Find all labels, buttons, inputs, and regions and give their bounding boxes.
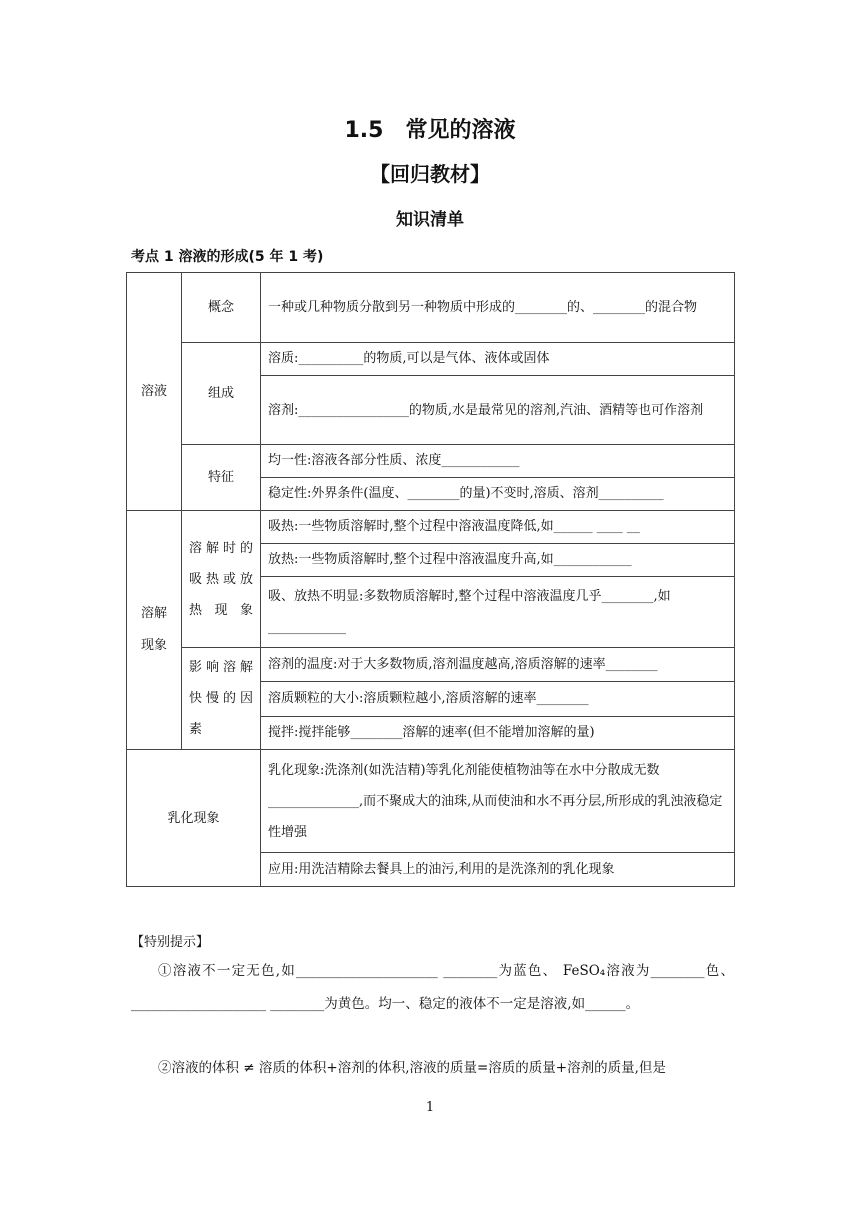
cell-solute: 溶质:__________的物质,可以是气体、液体或固体 <box>261 343 735 376</box>
hint-paragraph-2: ②溶液的体积 ≠ 溶质的体积+溶剂的体积,溶液的质量=溶质的质量+溶剂的质量,但是 <box>158 1060 666 1076</box>
cell-application: 应用:用洗洁精除去餐具上的油污,利用的是洗涤剂的乳化现象 <box>261 853 735 887</box>
cell-concept: 一种或几种物质分散到另一种物质中形成的________的、________的混合物 <box>261 273 735 343</box>
row-header-emulsify: 乳化现象 <box>127 750 261 887</box>
cell-particle-size: 溶质颗粒的大小:溶质颗粒越小,溶质溶解的速率________ <box>261 682 735 716</box>
cell-absorb: 吸热:一些物质溶解时,整个过程中溶液温度降低,如______ ____ __ <box>261 511 735 544</box>
knowledge-table <box>126 272 735 887</box>
label-composition: 组成 <box>182 343 261 445</box>
cell-emulsify: 乳化现象:洗涤剂(如洗洁精)等乳化剂能使植物油等在水中分散成无数______________,而不聚成大的油珠,从而使油和水不再分层,所形成的乳浊液稳定性增强 <box>261 750 735 853</box>
special-hint-heading: 【特别提示】 <box>131 935 210 950</box>
page-number: 1 <box>425 1100 435 1115</box>
cell-uniform: 均一性:溶液各部分性质、浓度____________ <box>261 445 735 478</box>
page-title: 1.5 常见的溶液 <box>344 118 516 143</box>
label-concept: 概念 <box>182 273 261 343</box>
label-heat-phenomenon: 溶解时的吸热或放热现象 <box>182 511 261 648</box>
exam-point-heading: 考点 1 溶液的形成(5 年 1 考) <box>131 249 324 265</box>
hint-paragraph-1: ①溶液不一定无色,如_____________________ ________为蓝色、 FeSO₄溶液为________色、____________________ ________为黄色。均一、稳定的液体不一定是溶液,如______。 <box>131 963 734 1012</box>
cell-stable: 稳定性:外界条件(温度、________的量)不变时,溶质、溶剂__________ <box>261 478 735 511</box>
cell-stirring: 搅拌:搅拌能够________溶解的速率(但不能增加溶解的量) <box>261 716 735 749</box>
cell-release: 放热:一些物质溶解时,整个过程中溶液温度升高,如____________ <box>261 544 735 577</box>
row-header-solution: 溶液 <box>127 273 182 511</box>
dissolution-label: 溶解现象 <box>140 606 167 653</box>
cell-neutral: 吸、放热不明显:多数物质溶解时,整个过程中溶液温度几乎________,如____________ <box>261 577 735 648</box>
section-heading: 【回归教材】 <box>370 162 490 186</box>
cell-temperature: 溶剂的温度:对于大多数物质,溶剂温度越高,溶质溶解的速率________ <box>261 648 735 682</box>
label-factors: 影响溶解快慢的因素 <box>182 648 261 750</box>
row-header-dissolution <box>127 511 182 750</box>
label-feature: 特征 <box>182 445 261 511</box>
cell-solvent: 溶剂:_________________的物质,水是最常见的溶剂,汽油、酒精等也可作溶剂 <box>261 376 735 445</box>
subsection-heading: 知识清单 <box>396 210 464 230</box>
